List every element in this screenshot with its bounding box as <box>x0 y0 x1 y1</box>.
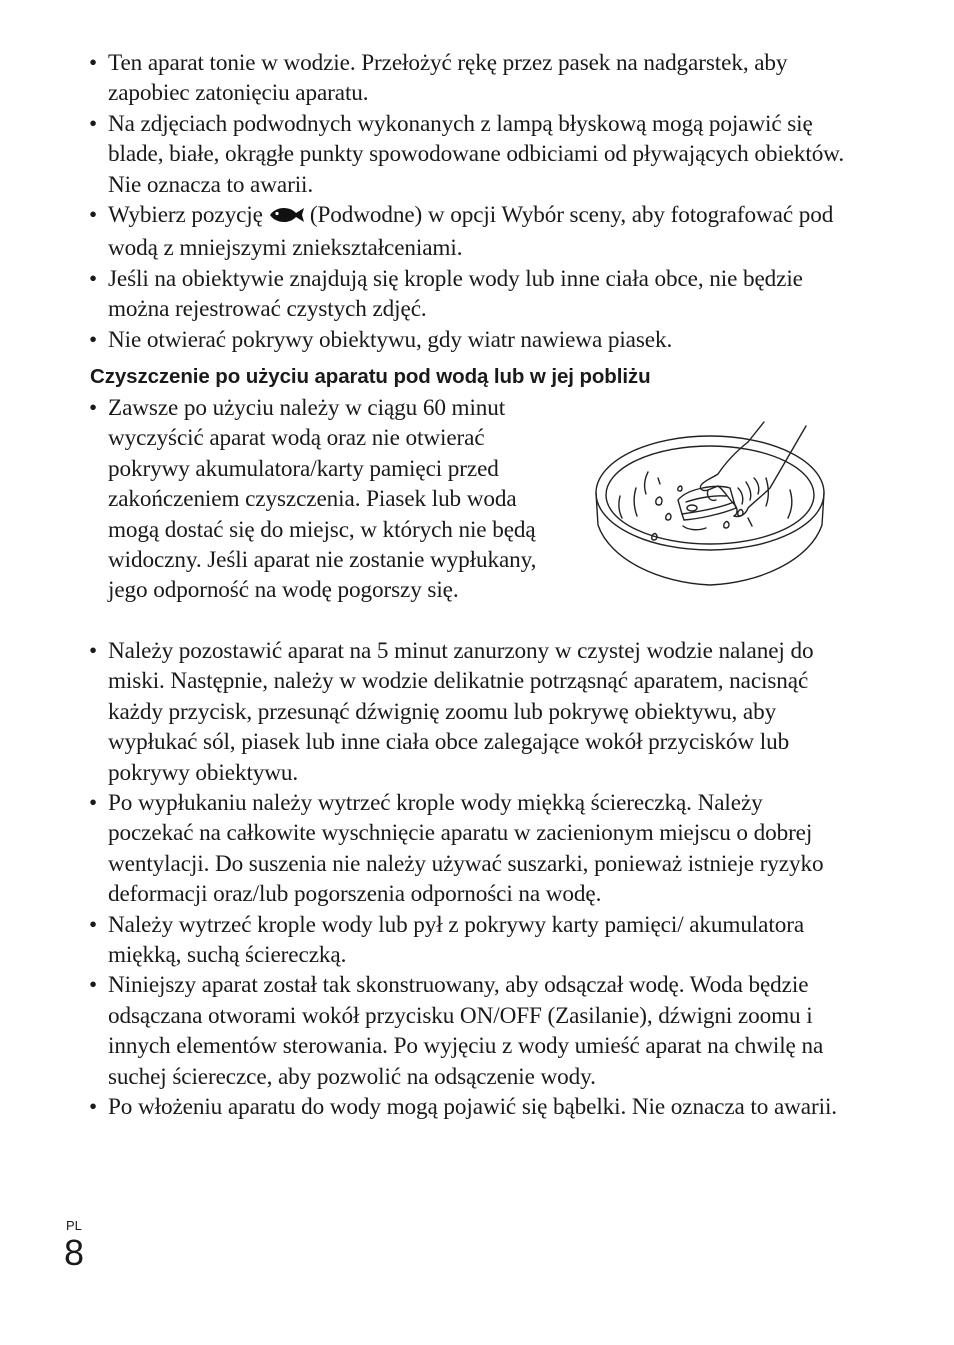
list-item: • Na zdjęciach podwodnych wykonanych z lampą błyskową mogą pojawić się blade, białe, okrągłe punkty spowodowane odbiciami od pływających obiektów. Nie oznacza to awarii. <box>89 109 849 200</box>
section-heading: Czyszczenie po użyciu aparatu pod wodą lub w jej pobliżu <box>90 365 651 388</box>
list-item: • Nie otwierać pokrywy obiektywu, gdy wiatr nawiewa piasek. <box>89 325 849 355</box>
language-code: PL <box>66 1218 82 1233</box>
list-item-text: Wybierz pozycję <box>108 202 263 229</box>
cleaning-list <box>89 393 559 606</box>
hand-washing-camera-in-bowl-illustration <box>588 418 833 593</box>
list-item: • Należy pozostawić aparat na 5 minut zanurzony w czystej wodzie nalanej do miski. Następnie, należy w wodzie delikatnie potrząsnąć aparatem, nacisnąć każdy przycisk, przesunąć dźwignię zoomu lub pokrywę obiektywu, aby wypłukać sól, piasek lub inne ciała obce zalegające wokół przycisków lub pokrywy obiektywu. <box>89 636 849 788</box>
list-item <box>89 200 849 264</box>
list-item: • Po włożeniu aparatu do wody mogą pojawić się bąbelki. Nie oznacza to awarii. <box>89 1092 849 1122</box>
list-item-text: (Podwodne) w opcji Wybór sceny, aby fotografować pod wodą z mniejszymi zniekształceniami. <box>108 202 834 262</box>
list-item: • Jeśli na obiektywie znajdują się krople wody lub inne ciała obce, nie będzie można rejestrować czystych zdjęć. <box>89 264 849 325</box>
list-item: • Zawsze po użyciu należy w ciągu 60 minut wyczyścić aparat wodą oraz nie otwierać pokrywy akumulatora/karty pamięci przed zakończeniem czyszczenia. Piasek lub woda mogą dostać się do miejsc, w których nie będą widoczny. Jeśli aparat nie zostanie wypłukany, jego odporność na wodę pogorszy się. <box>89 393 559 606</box>
cleaning-list-continued <box>89 636 849 1123</box>
list-item: • Ten aparat tonie w wodzie. Przełożyć rękę przez pasek na nadgarstek, aby zapobiec zatonięciu aparatu. <box>89 48 849 109</box>
fish-icon <box>268 203 306 233</box>
precautions-list <box>89 48 849 355</box>
list-item: • Należy wytrzeć krople wody lub pył z pokrywy karty pamięci/ akumulatora miękką, suchą ściereczką. <box>89 910 849 971</box>
page-number: 8 <box>64 1232 85 1273</box>
list-item: • Niniejszy aparat został tak skonstruowany, aby odsączał wodę. Woda będzie odsączana otworami wokół przycisku ON/OFF (Zasilanie), dźwigni zoomu i innych elementów sterowania. Po wyjęciu z wody umieść aparat na chwilę na suchej ściereczce, aby pozwolić na odsączenie wody. <box>89 970 849 1092</box>
list-item: • Po wypłukaniu należy wytrzeć krople wody miękką ściereczką. Należy poczekać na całkowite wyschnięcie aparatu w zacienionym miejscu o dobrej wentylacji. Do suszenia nie należy używać suszarki, ponieważ istnieje ryzyko deformacji oraz/lub pogorszenia odporności na wodę. <box>89 788 849 910</box>
